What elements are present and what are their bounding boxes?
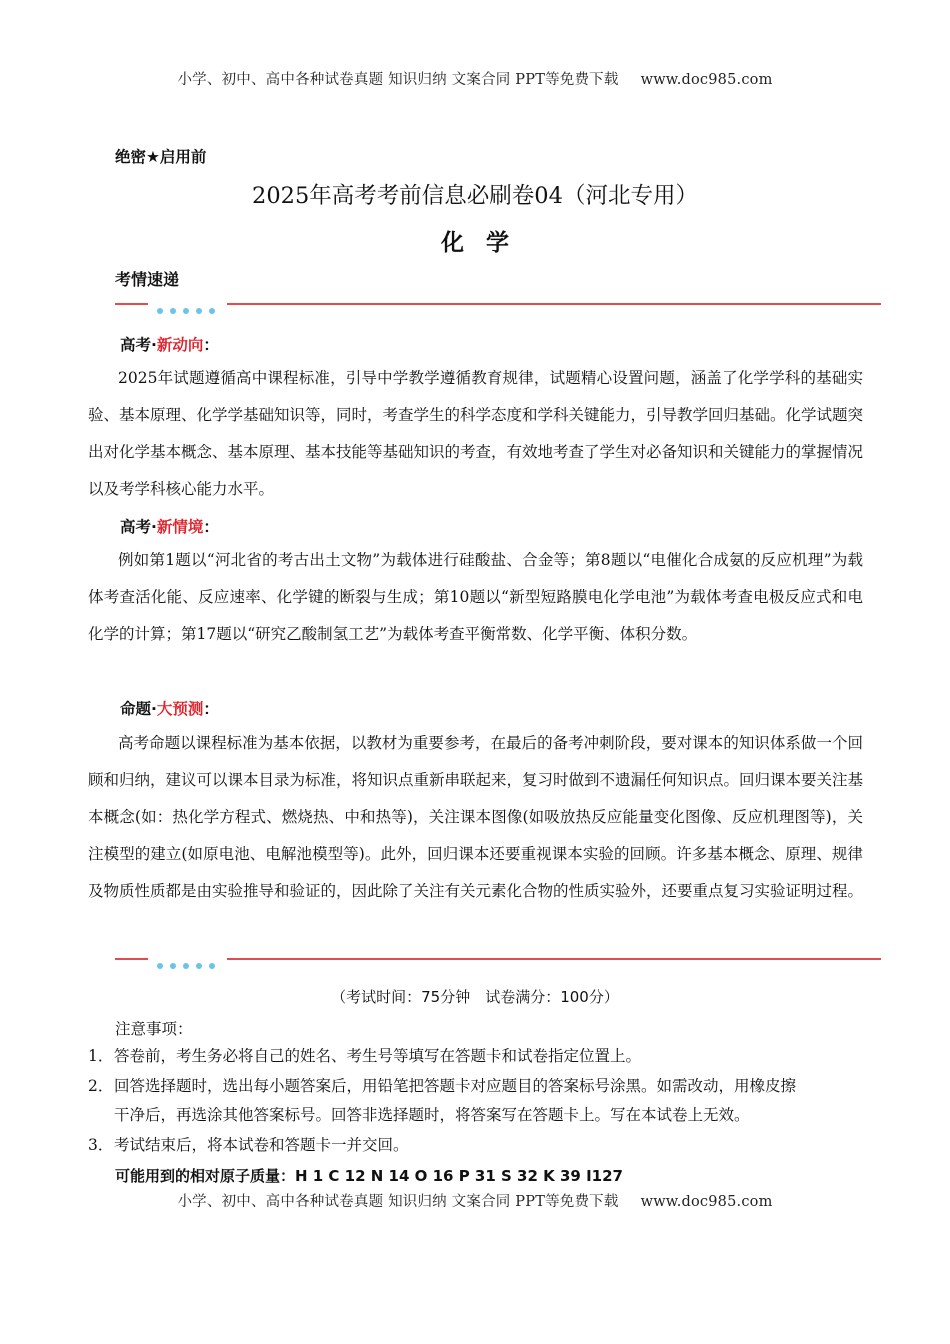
page-footer xyxy=(0,1190,950,1211)
subject-title: 化学 xyxy=(441,230,531,256)
section-head-new-direction: 高考·新动向： xyxy=(120,336,219,354)
note-item: 2．回答选择题时，选出每小题答案后，用铅笔把答题卡对应题目的答案标号涂黑。如需改动，用橡皮擦 干净后，再选涂其他答案标号。回答非选择题时，将答案写在答题卡上。写在本试卷上无效。 xyxy=(88,1077,797,1124)
paragraph-prediction: 高考命题以课程标准为基本依据，以教材为重要参考，在最后的备考冲刺阶段，要对课本的知识体系做一个回顾和归纳，建议可以课本目录为标准，将知识点重新串联起来，复习时做到不遗漏任何知识点。回归课本要关注基本概念(如：热化学方程式、燃烧热、中和热等)，关注课本图像(如吸放热反应能量变化图像、反应机理图等)，关注模型的建立(如原电池、电解池模型等)。此外，回归课本还要重视课本实验的回顾。许多基本概念、原理、规律及物质性质都是由实验推导和验证的，因此除了关注有关元素化合物的性质实验外，还要重点复习实验证明过程。 xyxy=(88,734,864,900)
exam-info: （考试时间：75分钟 试卷满分：100分） xyxy=(331,988,619,1006)
header-site-link[interactable]: www.doc985.com xyxy=(640,72,773,88)
section-head-new-context: 高考·新情境： xyxy=(120,518,219,536)
confidential-label: 绝密★启用前 xyxy=(115,148,207,166)
notes-title: 注意事项： xyxy=(115,1020,193,1038)
top-divider xyxy=(115,298,881,310)
header-text: 小学、初中、高中各种试卷真题 知识归纳 文案合同 PPT等免费下载 xyxy=(177,72,619,88)
paragraph-new-direction: 2025年试题遵循高中课程标准，引导中学教学遵循教育规律，试题精心设置问题，涵盖了化学学科的基础实验、基本原理、化学学基础知识等，同时，考查学生的科学态度和学科关键能力，引导教学回归基础。化学试题突出对化学基本概念、基本原理、基本技能等基础知识的考查，有效地考查了学生对必备知识和关键能力的掌握情况以及考学科核心能力水平。 xyxy=(88,369,864,498)
note-item: 3．考试结束后，将本试卷和答题卡一并交回。 xyxy=(88,1136,409,1154)
exam-title: 2025年高考考前信息必刷卷04（河北专用） xyxy=(252,183,698,209)
footer-text: 小学、初中、高中各种试卷真题 知识归纳 文案合同 PPT等免费下载 xyxy=(177,1194,619,1210)
note-item: 1．答卷前，考生务必将自己的姓名、考生号等填写在答题卡和试卷指定位置上。 xyxy=(88,1047,642,1065)
bottom-divider xyxy=(115,953,881,965)
section-title: 考情速递 xyxy=(115,270,180,289)
paragraph-new-context: 例如第1题以“河北省的考古出土文物”为载体进行硅酸盐、合金等；第8题以“电催化合成氨的反应机理”为载体考查活化能、反应速率、化学键的断裂与生成；第10题以“新型短路膜电化学电池”为载体考查电极反应式和电化学的计算；第17题以“研究乙酸制氢工艺”为载体考查平衡常数、化学平衡、体积分数。 xyxy=(88,551,863,643)
footer-site-link[interactable]: www.doc985.com xyxy=(640,1194,773,1210)
section-head-prediction: 命题·大预测： xyxy=(120,700,219,718)
atomic-mass-line: 可能用到的相对原子质量：H 1 C 12 N 14 O 16 P 31 S 32 K 39 I127 xyxy=(115,1167,623,1185)
page-header xyxy=(0,68,950,89)
